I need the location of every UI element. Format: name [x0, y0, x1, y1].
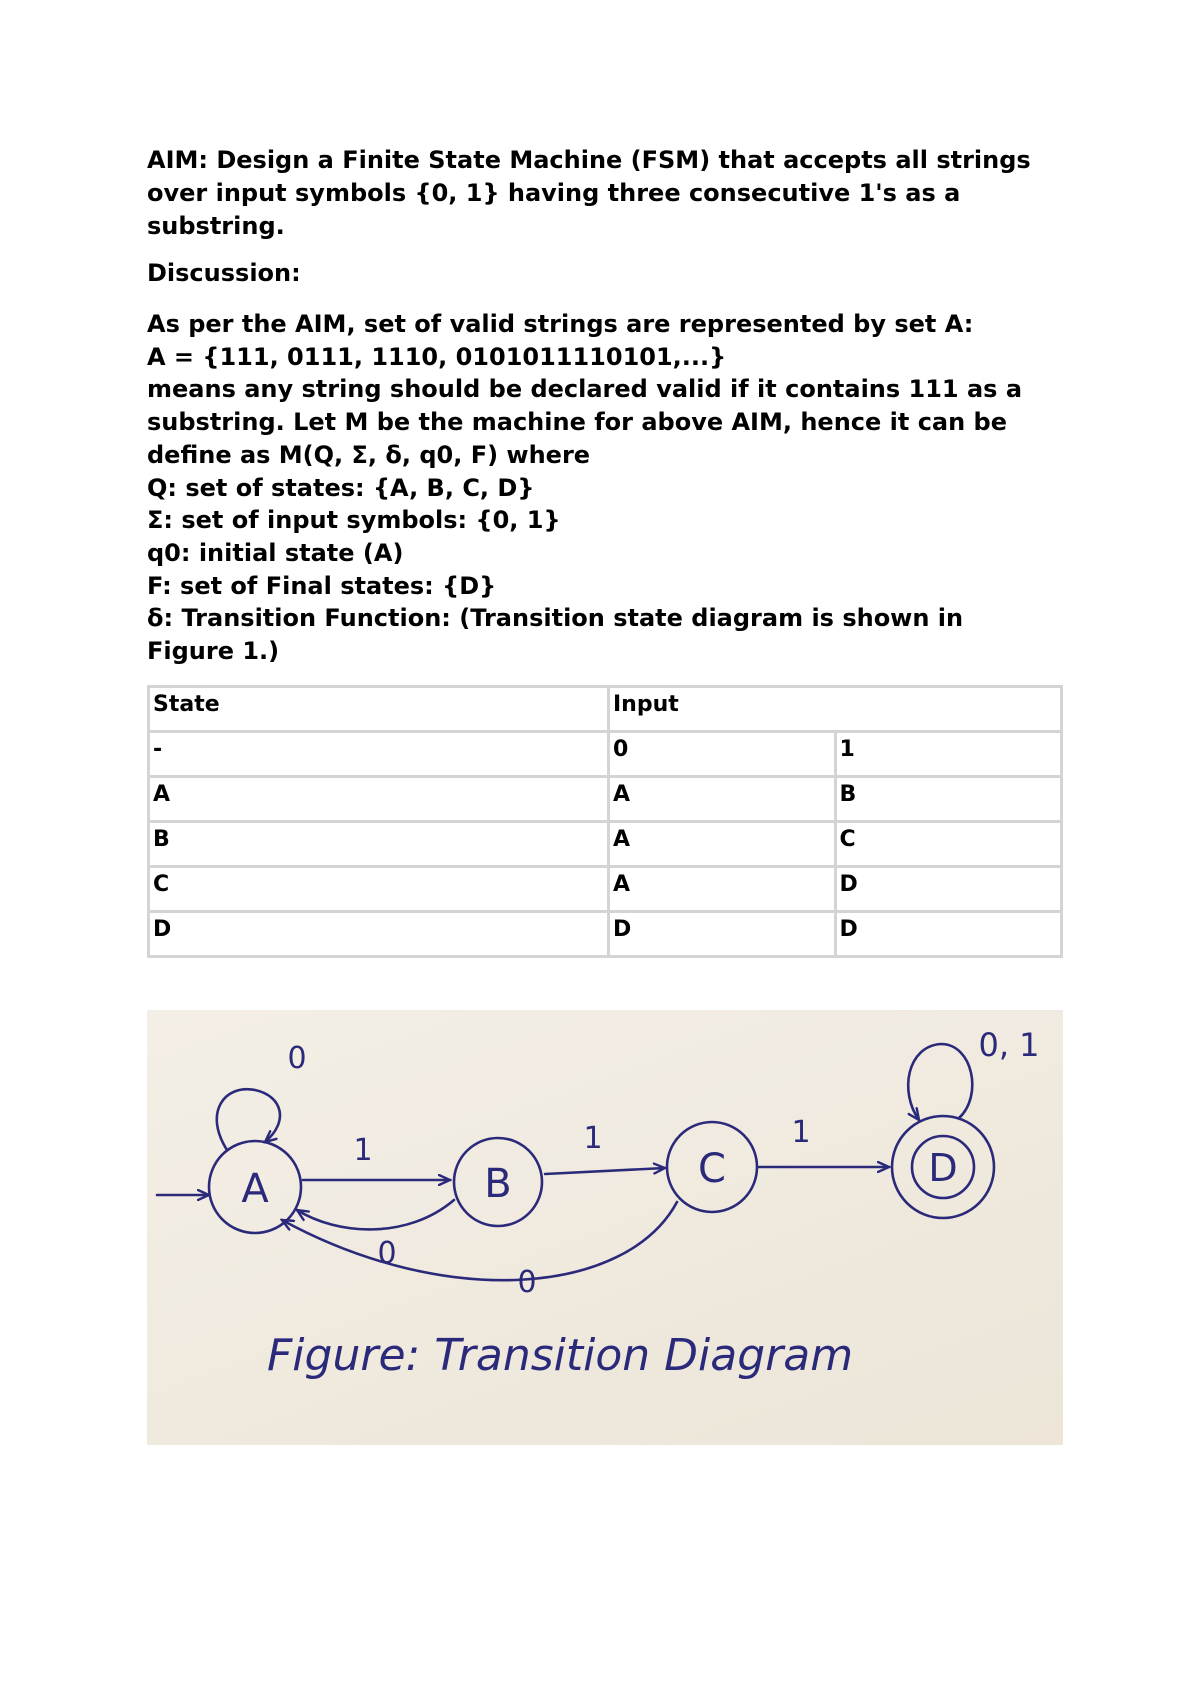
body-line: Q: set of states: {A, B, C, D} — [147, 473, 535, 502]
state-d-label: D — [928, 1146, 958, 1190]
table-row — [149, 777, 1062, 822]
a-loop-label: 0 — [287, 1041, 307, 1076]
body-line: Σ: set of input symbols: {0, 1} — [147, 506, 561, 535]
b-to-a-label: 0 — [377, 1236, 397, 1271]
table-cell: C — [149, 867, 609, 912]
table-row — [149, 912, 1062, 957]
figure-caption: Figure: Transition Diagram — [267, 1330, 854, 1381]
state-a-label: A — [241, 1166, 269, 1212]
table-cell: D — [149, 912, 609, 957]
d-loop-edge — [908, 1044, 972, 1120]
a-to-b-label: 1 — [353, 1133, 373, 1168]
body-line: A = {111, 0111, 1110, 0101011110101,...} — [147, 342, 727, 371]
table-row — [149, 822, 1062, 867]
body-line: δ: Transition Function: (Transition state diagram is shown in — [147, 604, 964, 633]
table-cell: - — [149, 732, 609, 777]
table-cell: A — [609, 777, 836, 822]
table-cell: D — [835, 867, 1062, 912]
table-cell: A — [609, 867, 836, 912]
header-state: State — [149, 687, 609, 732]
body-line: F: set of Final states: {D} — [147, 571, 497, 600]
b-to-c-label: 1 — [583, 1121, 603, 1156]
body-line: q0: initial state (A) — [147, 538, 404, 567]
body-line: define as M(Q, Σ, δ, q0, F) where — [147, 440, 591, 469]
table-cell: B — [835, 777, 1062, 822]
body-line: Figure 1.) — [147, 637, 280, 666]
discussion-body — [147, 308, 1087, 668]
table-cell: A — [149, 777, 609, 822]
transition-table — [147, 685, 1063, 958]
table-row — [149, 867, 1062, 912]
body-line: As per the AIM, set of valid strings are represented by set A: — [147, 310, 974, 338]
aim-paragraph: AIM: Design a Finite State Machine (FSM) that accepts all strings over input symbols {0, 1} having three consecutive 1's as a substring. — [147, 146, 1031, 240]
table-cell: A — [609, 822, 836, 867]
header-input: Input — [609, 687, 1062, 732]
table-cell: D — [835, 912, 1062, 957]
c-to-a-label: 0 — [517, 1265, 537, 1300]
d-loop-label: 0, 1 — [978, 1026, 1040, 1064]
transition-diagram-figure — [147, 1010, 1063, 1445]
c-to-a-edge — [282, 1202, 677, 1280]
table-cell: B — [149, 822, 609, 867]
transition-diagram — [147, 1010, 1063, 1445]
table-cell: D — [609, 912, 836, 957]
b-to-a-edge — [297, 1200, 454, 1229]
table-header-row — [149, 687, 1062, 732]
table-cell: 1 — [835, 732, 1062, 777]
state-c-label: C — [698, 1146, 726, 1192]
discussion-heading: Discussion: — [147, 259, 301, 287]
table-cell: C — [835, 822, 1062, 867]
body-line: substring. Let M be the machine for above AIM, hence it can be — [147, 408, 1008, 437]
c-to-d-label: 1 — [791, 1115, 811, 1150]
table-cell: 0 — [609, 732, 836, 777]
b-to-c-edge — [545, 1168, 665, 1174]
table-subheader-row — [149, 732, 1062, 777]
body-line: means any string should be declared valid if it contains 111 as a — [147, 375, 1023, 404]
state-b-label: B — [484, 1161, 512, 1207]
